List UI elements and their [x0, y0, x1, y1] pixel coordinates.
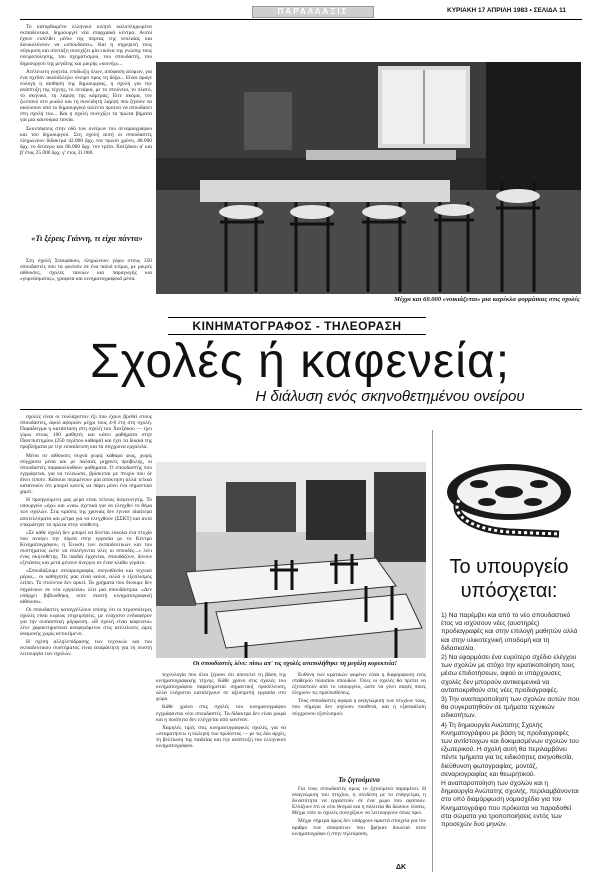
body-middle-column [156, 672, 286, 872]
paragraph: Ευθύνη των κρατικών φορέων είναι η διαμόρφωση ενός σταθερού πλαισίου σπουδών. Όλες οι σχολές θα πρέπει να εξεταστούν από το υπουργείο, ώστε να γίνει σαφές ποιες πληρούν τις προϋποθέσεις. [292, 672, 426, 697]
subheadline: Η διάλυση ενός σκηνοθετημένου ονείρου [255, 388, 525, 405]
headline: Σχολές ή καφενεία; [89, 335, 511, 388]
sidebar-title-line1: Το υπουργείο [449, 556, 569, 578]
paragraph: «Σπουδάζουμε σεναριογραφία, σκηνοθεσία και τεχνικό μέρος... οι καθηγητές μας είναι καλοί, αλλά ο εξοπλισμός λείπει. Το στούντιο δεν αρκεί. Τα χρήματα που δίνουμε δεν πηγαίνουν σε νέα εργαλεία» λέει μια σπουδάστρια. «Δεν υπάρχει βιβλιοθήκη, ούτε σωστή κινηματογραφική αίθουσα». [20, 568, 152, 605]
sidebar-point: 2) Να εφαρμόσει ένα ευρύτερο σχέδιο ελέγχου των σχολών με στόχο την κρατικοποίηση τους μέσω επιδοτήσεων, αφού οι υπάρχουσες σχολές δεν μπορούν αντικειμενικά να ανταποκριθούν στις νέες προδιαγραφές. [441, 654, 577, 694]
top-photo-caption: Μέχρι και 60.000 «νοικιάζεται» μια καρέκλα φορμάικας στις σχολές [394, 296, 580, 303]
newspaper-logo: ΠΑΡΑΛΛΑΞΙΣ [252, 6, 374, 18]
paragraph: Κάθε χρόνο στις σχολές του κινηματογράφου εγγράφονται νέοι σπουδαστές. Τα δίδακτρα δεν είναι μικρά και η ποιότητα δεν ελέγχεται από κανέναν. [156, 704, 286, 723]
classroom-chairs-photo [156, 62, 581, 294]
sidebar-point: Η αναπαροποίηση των σχολών και η δημιουργία Ανώτατης σχολής, περιλαμβάνονται στο υπό διαμόρφωση νομοσχέδιο για τον Κινηματογράφο που πρόκειται να παραδοθεί στα σώματα για τροποποιήσεις εντός των προσεχών δυο μηνών. [441, 780, 579, 829]
paragraph: Στη σχολή Σταυράκου, πληρώνουν γύρω στους 350 σπουδαστές που τα φοιτούν σε ένα παλιό κτίριο, με μικρές αίθουσες, σχολές ταινιών και παραγωγής και «γυμνάσματος», γραφεία και κινηματογραφικά μέσα. [20, 258, 152, 283]
paragraph: Μέσα σε αίθουσες συχνά χωρίς καθαρό φως, χωρίς σύγχρονα μέσα και με παλαιές μηχανές προβολής, οι σπουδαστές παρακολουθούν μαθήματα. Ο σπουδαστής που εγγράφεται, για να τελειώσει, βρίσκεται με πτυχίο που δε δίνει τίποτε. Κάποιοι περιμένουν μια απόκτηση αλλά τελικά κατανοούν ότι μπορεί κανείς να πάρει μόνο ένα σημαντικό χαρτί. [20, 452, 152, 496]
paragraph: Τους σπουδαστές αφορά η αναγνώριση των πτυχίων τους, που σήμερα δεν ισχύουν πουθενά, και η εξασφάλιση σύγχρονου εξοπλισμού. [292, 698, 426, 717]
paragraph: τεχνολογία που όλοι ξέρουν ότι αποτελεί τη βάση της κινηματογραφικής τέχνης. Κάθε χρόνο στις σχολές του κινηματογράφου παρατηρείται σημαντική προσέλευση, αλλά ελάχιστοι καταλήγουν σε αξιοπρεπή εργασία στο χώρο. [156, 672, 286, 703]
author-signature: ΔΚ [396, 864, 407, 871]
classroom-tables-illustration [156, 462, 426, 658]
body-right-column [292, 672, 426, 772]
classroom-chairs-illustration [156, 62, 581, 294]
sidebar-point: 3) Την αναπαροποίηση των σχολών αυτών που θα συγκρατηθούν σε τμήματα τεχνικών ειδικοτήτων. [441, 696, 580, 720]
mid-photo-caption: Οι σπουδαστές λένε: πίσω απ' τις σχολές αναπολήθηκε τη μεγάλη κορεκτεία! [193, 660, 397, 667]
sidebar-point: 4) Τη δημιουργία Ανώτατης Σχολής Κινηματογράφου με βάση τις προδιαγραφές των αντίστοιχων και δοκιμασμένων σχολών του εξωτερικού. Η σχολή αυτή θα περιλαμβάνει πέντε τμήματα για τις ειδικότητες σκηνοθεσία, διεύθυνση φωτογραφίας, μοντάζ, σεναριογραφίας και θεωρητικού. [441, 721, 579, 778]
sidebar-title-line2: υπόσχεται: [460, 580, 558, 602]
sidebar-points [441, 612, 581, 870]
paragraph: σχολές είναι οι τουλάχιστον έξι που έχουν βρεθεί στους σπουδαστές, αφού αφορούν μέχρι τους 4-6 έτη στη σχολή. Παράδειγμα η κατάσταση στη σχολή του Χατζάκου — έχει γύρω στους 100 μαθητές και κάνει μαθήματα στην Πανεπιστημίου (250 περίπου καθαρά) και έχει τα δίκαιά της προβλήματα με την εκπαίδευση και τα σύγχρονα εργαλεία. [20, 414, 152, 451]
top-left-column [20, 24, 152, 230]
paragraph: Η σχέση αλληλεπίδρασης των τεχνικών και του εκπαιδευτικού συστήματος είναι απαραίτητη για τη σωστή λειτουργία των σχολών. [20, 639, 152, 658]
sidebar [432, 430, 583, 872]
headline-rule [20, 409, 582, 410]
subheading: Το ζητούμενο [338, 775, 380, 784]
paragraph: Χαμηλές τιμές στις κινηματογραφικές σχολές, για να «σταματήσει» η πώληση του προϊόντος — με τις δύο αρχές, τη βελτίωση της παιδείας και την ανάπτυξη του ελληνικού κινηματογράφου. [156, 724, 286, 750]
top-left-column-continued [20, 258, 152, 298]
paragraph: Μέχρι σήμερα όμως δεν υπάρχουν αρκετά στοιχεία για τον αριθμό των αποφοίτων που βρήκαν δουλειά στον κινηματογράφο ή στην τηλεόραση. [292, 818, 426, 837]
paragraph: «Σε κάθε σχολή δεν μπορεί να δίνεται εύκολα ένα πτυχίο που ανοίγει την πόρτα στην εργασία με το Κέντρο Κινηματογράφου, η Ένωση των εκπαιδευτικών και του συστήματος ώστε να επιλέγονται όλες οι σπουδές...» λέει ένας σκηνοθέτης. Τα παιδιά έρχονται, σπουδάζουν, δίνουν εξετάσεις και μετά μένουν άνεργοι σε έναν κλάδο γεμάτο. [20, 529, 152, 567]
masthead-rule [20, 19, 582, 20]
paragraph: Σκοντάφτεις στην οδό των ονείρων του σεναριογράφου και του δημιουργού. Στη σχολή αυτή οι σπουδαστές πληρώνουν δίδακτρα 42.000 δρχ. τον πρώτο χρόνο, 48.000 δρχ. το δεύτερο και 66.000 δρχ. τον τρίτο. Χατζάκου α' και β' έτος 25.000 δρχ. γ' έτος 31.000. [20, 125, 152, 156]
masthead [22, 4, 582, 18]
paragraph: Οι σπουδαστές καταγγέλλουν επίσης ότι οι περισσότερες σχολές είναι κυρίως επιχειρήσεις, με ελάχιστο ενδιαφέρον για την ουσιαστική μόρφωση. «Η σχολή είναι καφενείο» λένε χαρακτηριστικά αναφερόμενοι στις ατελείωτες ώρες αναμονής χωρίς αντικείμενο. [20, 606, 152, 638]
dateline: ΚΥΡΙΑΚΗ 17 ΑΠΡΙΛΗ 1983 • ΣΕΛΙΔΑ 11 [447, 7, 566, 14]
sidebar-point: 1) Να παρέμβει και από το νέο σπουδαστικό έτος να ισχύσουν νέες (αυστηρές) προδιαγραφές και στην επιλογή μαθητών αλλά και στην υλικοτεχνική υποδομή και τη διδασκαλία. [441, 612, 578, 652]
pull-quote: «Τι ξέρεις Γιάννη, τι είχα πάντα» [31, 234, 143, 243]
section-label: ΚΙΝΗΜΑΤΟΓΡΑΦΟΣ - ΤΗΛΕΟΡΑΣΗ [168, 317, 426, 335]
paragraph: Το κατορθωμένο ελληνικό κινητό καλοπληρωμένο εκπαιδευτικό, δημιουργεί νέα επαρχιακά κέντρα. Αυτοί έχουν εισέλθει μέσω της πόρτας της νεολαίας και διευκολύνουν να «σπουδάσει». Και η σημερινή τους σύγκριση και σύνταξη συνεχίζει μία εικόνα της γνώσης τους ονειροπόλησης, του σχηματισμού, του σπουδαστή, του δημιουργού της μεγάλης και μικρής «κοινής»... [20, 24, 152, 67]
film-reel-illustration [439, 434, 579, 556]
film-reel-icon [439, 434, 579, 556]
body-left-column [20, 414, 152, 872]
body-right-column-continued [292, 786, 426, 862]
paragraph: Για τους σπουδαστές όμως το ζητούμενο παραμένει. Η αναγνώριση του πτυχίου, η σύνδεση με το επάγγελμα, η δυνατότητα να εργαστούν σε ένα χώρο που αγαπούν. Ελπίζουν ότι οι νέοι θεσμοί και η πολιτεία θα δώσουν λύσεις. Μέχρι τότε οι σχολές συνεχίζουν να λειτουργούν όπως πριν. [292, 786, 426, 817]
paragraph: Ατέλειωτη γοητεία, επιδίωξη όλων, απόφαση ατόμων, για ένα σχεδόν ακατάλληλο όνειρο προς τη δόξα... Είναι άραγε εύλογη η αίσθηση της δημιουργίας, η σχολή για την ανάπτυξη της τέχνης, το σενάριο, με το στούντιο, το πλατό, το σκηνικό, τη λάμψη της κάμερας; Είτε ακόμα, τον ζωντανό στο μυαλό και τη συνειδητή λάμψη που ζητούν να ακούσουν από το δημιουργικό ταλέντο προτού να σπουδάσει στη σχολή του... Και η σχολή συνεχίζει τα πρώτα βήματα για μια καινούρια ταινία. [20, 68, 152, 124]
classroom-tables-photo [156, 462, 426, 658]
paragraph: Η προηγούμενη μας μέρα είναι τέλειος διερευνητής. Το υπουργείο «όχι» και «ναι» σχετικά για να ελεγχθεί το θέμα των σχολών. Στις κρίσεις της χρονιάς δεν έγιναν ιδιαίτερα αποτελέσματα και μέτρα για να ελεγχθούν (ΣΣΚΤ) και αυτό επικράτησε τα πρώτα στην υπόθεση. [20, 497, 152, 528]
